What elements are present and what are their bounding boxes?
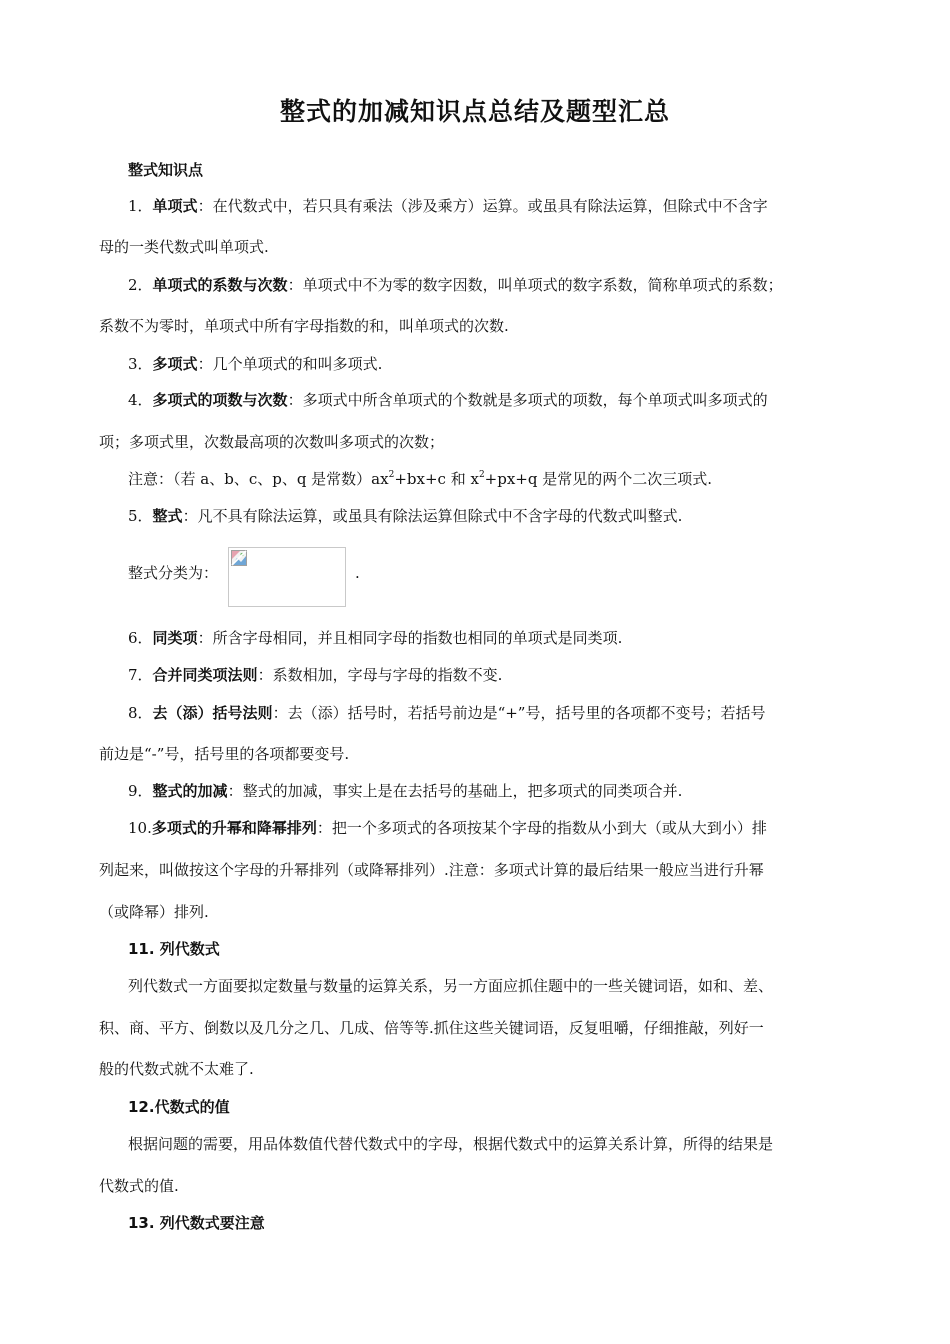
item-2-line-2: 系数不为零时，单项式中所有字母指数的和，叫单项式的次数. [99,317,509,335]
page-title: 整式的加减知识点总结及题型汇总 [279,97,670,126]
item-4-line-2: 项；多项式里，次数最高项的次数叫多项式的次数； [99,433,445,451]
item-text: ：把一个多项式的各项按某个字母的指数从小到大（或从大到小）排 [316,819,767,837]
note-text-c: +px+q 是常见的两个二次三项式. [484,470,713,488]
note-text-a: 注意：（若 a、b、c、p、q 是常数）ax [128,470,389,488]
item-text: ：整式的加减，事实上是在去括号的基础上，把多项式的同类项合并. [227,782,683,800]
broken-image-icon [231,550,247,566]
item-number: 8． [128,704,153,722]
item-5-line-1 [128,506,682,526]
section-heading: 整式知识点 [128,161,204,179]
item-3-line-1 [128,354,382,374]
item-number: 4． [128,391,153,409]
item-13-heading: 13. 列代数式要注意 [128,1214,265,1232]
item-term: 多项式 [152,355,198,373]
item-9-line-1 [128,781,682,801]
note-sup-1: 2 [388,470,395,480]
item-4-line-1 [128,390,768,410]
item-term: 单项式 [152,197,198,215]
item-text: ：多项式中所含单项式的个数就是多项式的项数，每个单项式叫多项式的 [287,391,768,409]
item-1-line-1 [128,196,768,216]
item-term: 多项式的项数与次数 [152,391,288,409]
classification-image-placeholder [228,547,346,607]
note-line [128,469,712,489]
item-10-line-1 [128,818,767,838]
item-number: 2． [128,276,153,294]
item-number: 10. [128,819,152,837]
item-term: 去（添）括号法则 [152,704,273,722]
item-text: ：单项式中不为零的数字因数，叫单项式的数字系数，简称单项式的系数； [287,276,783,294]
item-number: 9． [128,782,153,800]
item-12-para-line-2: 代数式的值. [99,1177,179,1195]
item-number: 6． [128,629,153,647]
item-6-line-1 [128,628,622,648]
item-11-heading: 11. 列代数式 [128,940,220,958]
item-term: 合并同类项法则 [152,666,258,684]
item-text: ：去（添）括号时，若括号前边是“+”号，括号里的各项都不变号；若括号 [272,704,766,722]
classify-label: 整式分类为： [128,564,219,582]
item-term: 单项式的系数与次数 [152,276,288,294]
item-11-para-line-2: 积、商、平方、倒数以及几分之几、几成、倍等等.抓住这些关键词语，反复咀嚼，仔细推敲，列好一 [99,1019,764,1037]
item-12-para-line-1: 根据问题的需要，用品体数值代替代数式中的字母，根据代数式中的运算关系计算，所得的结果是 [128,1135,774,1153]
item-8-line-1 [128,703,765,723]
note-sup-2: 2 [478,470,485,480]
item-8-line-2: 前边是“-”号，括号里的各项都要变号. [99,745,350,763]
item-text: ：凡不具有除法运算，或虽具有除法运算但除式中不含字母的代数式叫整式. [182,507,683,525]
item-number: 3． [128,355,153,373]
item-term: 整式的加减 [152,782,228,800]
item-number: 1． [128,197,153,215]
item-term: 多项式的升幂和降幂排列 [151,819,317,837]
item-1-line-2: 母的一类代数式叫单项式. [99,238,269,256]
note-text-b: +bx+c 和 x [394,470,479,488]
item-text: ：系数相加，字母与字母的指数不变. [257,666,503,684]
classify-tail: . [355,564,360,582]
item-12-heading: 12.代数式的值 [128,1098,230,1116]
item-text: ：所含字母相同，并且相同字母的指数也相同的单项式是同类项. [197,629,623,647]
item-number: 5． [128,507,153,525]
item-term: 整式 [152,507,183,525]
item-2-line-1 [128,275,783,295]
item-text: ：在代数式中，若只具有乘法（涉及乘方）运算。或虽具有除法运算，但除式中不含字 [197,197,768,215]
item-11-para-line-3: 般的代数式就不太难了. [99,1060,254,1078]
item-10-line-3: （或降幂）排列. [99,903,209,921]
item-term: 同类项 [152,629,198,647]
item-text: ：几个单项式的和叫多项式. [197,355,383,373]
item-number: 7． [128,666,153,684]
item-10-line-2: 列起来，叫做按这个字母的升幂排列（或降幂排列）.注意：多项式计算的最后结果一般应当进行升幂 [99,861,764,879]
item-7-line-1 [128,665,502,685]
item-11-para-line-1: 列代数式一方面要拟定数量与数量的运算关系，另一方面应抓住题中的一些关键词语，如和、差、 [128,977,774,995]
